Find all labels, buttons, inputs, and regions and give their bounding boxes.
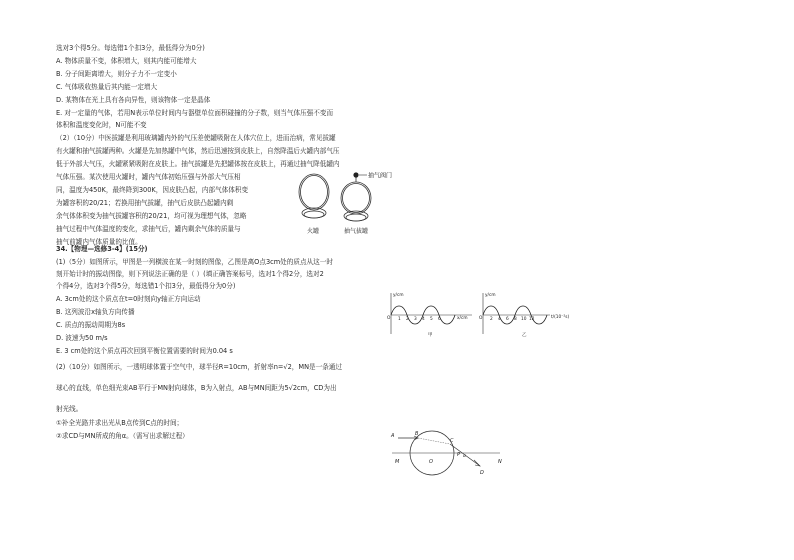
q33-part2-line: 余气体体积变为抽气拔罐容积的20/21，均可视为理想气体，忽略 bbox=[56, 212, 247, 220]
point-label: M bbox=[395, 459, 400, 465]
optics-figure bbox=[386, 418, 516, 480]
q33-part2-line: 抽气过程中气体温度的变化，求抽气后，罐内剩余气体的质量与 bbox=[56, 225, 241, 233]
q34-option-e: E. 3 cm处的这个质点再次回到平衡位置需要的时间为0.04 s bbox=[56, 347, 233, 355]
q33-part2-line: 低于外部大气压，火罐紧紧吸附在皮肤上。抽气拔罐是先把罐体按在皮肤上，再通过抽气降低罐内 bbox=[56, 160, 340, 168]
pump-cup-label: 抽气拔罐 bbox=[344, 228, 369, 235]
fire-cup-drawing bbox=[299, 174, 329, 218]
point-label: A bbox=[391, 433, 395, 439]
x-tick-label: 1 bbox=[398, 317, 401, 322]
q33-scoring-note: 选对3个得5分。每选错1个扣3分，最低得分为0分) bbox=[56, 44, 205, 52]
figure-caption: 甲 bbox=[428, 333, 433, 338]
q33-option-c: C. 气体吸收热量后其内能一定增大 bbox=[56, 83, 158, 91]
fire-cup-label: 火罐 bbox=[307, 228, 320, 235]
q33-part2-line: 同，温度为450K，最终降到300K，因皮肤凸起，内部气体体积变 bbox=[56, 186, 249, 194]
t-tick-label: 4 bbox=[498, 317, 501, 322]
q34-option-b: B. 这列波沿x轴负方向传播 bbox=[56, 308, 135, 316]
valve-label: 抽气阀门 bbox=[368, 172, 393, 180]
wave-figure-yi bbox=[478, 290, 578, 338]
q34-part2-subquestion-1: ①补全光路并求出光从B点传到C点的时间； bbox=[56, 419, 184, 427]
point-label: N bbox=[498, 459, 502, 465]
q33-part2-line: 抽气前罐内气体质量的比值。 bbox=[56, 238, 142, 246]
x-tick-label: 6 bbox=[438, 317, 441, 322]
q33-part2-line: 气体压强。某次使用火罐时，罐内气体初始压强与外部大气压相 bbox=[56, 173, 241, 181]
q33-option-a: A. 物体质量不变，体积增大，则其内能可能增大 bbox=[56, 57, 197, 65]
pump-cup-drawing bbox=[341, 177, 371, 221]
q34-option-c: C. 质点的振动周期为8s bbox=[56, 321, 126, 329]
x-tick-label: 5 bbox=[430, 317, 433, 322]
figure-caption: 乙 bbox=[522, 333, 527, 338]
point-label: O bbox=[429, 459, 433, 465]
y-axis-label: y/cm bbox=[393, 293, 404, 298]
q34-part1-line: (1)（5分）如图所示，甲图是一列横波在某一时刻的图像，乙图是离O点3cm处的质点从这一时 bbox=[56, 258, 333, 266]
x-axis-label: x/cm bbox=[457, 316, 468, 321]
valve-icon bbox=[353, 172, 358, 177]
refracted-ray-bc bbox=[418, 438, 450, 444]
y-axis-label: y/cm bbox=[485, 293, 496, 298]
q34-heading: 34.【物理—选修3-4】(15分) bbox=[56, 245, 148, 253]
t-tick-label: 2 bbox=[490, 317, 493, 322]
point-label: D bbox=[480, 470, 484, 476]
x-tick-label: 2 bbox=[406, 317, 409, 322]
point-label: P bbox=[457, 452, 461, 458]
t-axis-label: t/(10⁻²s) bbox=[551, 315, 570, 320]
q33-part2-line: 有火罐和抽气拔罐两种。火罐是先加热罐中气体，然后迅速按到皮肤上，自然降温后火罐内部气压 bbox=[56, 147, 340, 155]
q34-part2-line1: (2)（10分）如图所示，一透明球体置于空气中，球半径R=10cm，折射率n=√2，MN是一条通过 bbox=[56, 363, 342, 371]
q33-option-e-line1: E. 对一定量的气体，若用N表示单位时间内与器壁单位面积碰撞的分子数，则当气体压强不变而 bbox=[56, 109, 334, 117]
point-label: B bbox=[415, 431, 419, 437]
cupping-figure bbox=[292, 166, 402, 238]
q34-part2-subquestion-2: ②求CD与MN所成的角α。（需写出求解过程） bbox=[56, 432, 189, 440]
t-tick-label: 10 bbox=[521, 317, 527, 322]
q33-part2-line: （2）（10分）中医拔罐是利用玻璃罐内外的气压差使罐吸附在人体穴位上，进而治病，常见拔罐 bbox=[56, 134, 336, 142]
q33-option-e-line2: 体积和温度变化时，N可能不变 bbox=[56, 121, 147, 129]
x-tick-label: 4 bbox=[422, 317, 425, 322]
x-tick-label: 3 bbox=[414, 317, 417, 322]
t-tick-label: 6 bbox=[506, 317, 509, 322]
t-tick-label: 8 bbox=[514, 317, 517, 322]
origin-label: O bbox=[479, 316, 483, 321]
q34-part1-line: 刻开始计时的振动图像，则下列说法正确的是（ ）(填正确答案标号，选对1个得2分，选对2 bbox=[56, 270, 324, 278]
origin-label: O bbox=[387, 316, 391, 321]
arrow-icon bbox=[474, 460, 480, 466]
q33-option-d: D. 某物体在光上具有各向异性，则该物体一定是晶体 bbox=[56, 96, 211, 104]
point-label: C bbox=[450, 438, 454, 444]
wave-figure-jia bbox=[386, 290, 476, 338]
q33-option-b: B. 分子间距离增大，则分子力不一定变小 bbox=[56, 70, 177, 78]
q34-option-d: D. 波速为50 m/s bbox=[56, 334, 108, 342]
t-tick-label: 12 bbox=[529, 317, 535, 322]
q34-part2-line3: 射光线。 bbox=[56, 405, 83, 413]
q34-part1-line: 个得4分，选对3个得5分，每选错1个扣3分，最低得分为0分) bbox=[56, 282, 236, 290]
angle-label: α bbox=[463, 454, 466, 459]
q33-part2-line: 为罐容积的20/21；若换用抽气拔罐，抽气后皮肤凸起罐内剩 bbox=[56, 199, 234, 207]
q34-option-a: A. 3cm处的这个质点在t=0时刻向y轴正方向运动 bbox=[56, 295, 201, 303]
q34-part2-line2: 球心的直线，单色细光束AB平行于MN射向球体，B为入射点，AB与MN间距为5√2cm，CD为出 bbox=[56, 384, 337, 392]
